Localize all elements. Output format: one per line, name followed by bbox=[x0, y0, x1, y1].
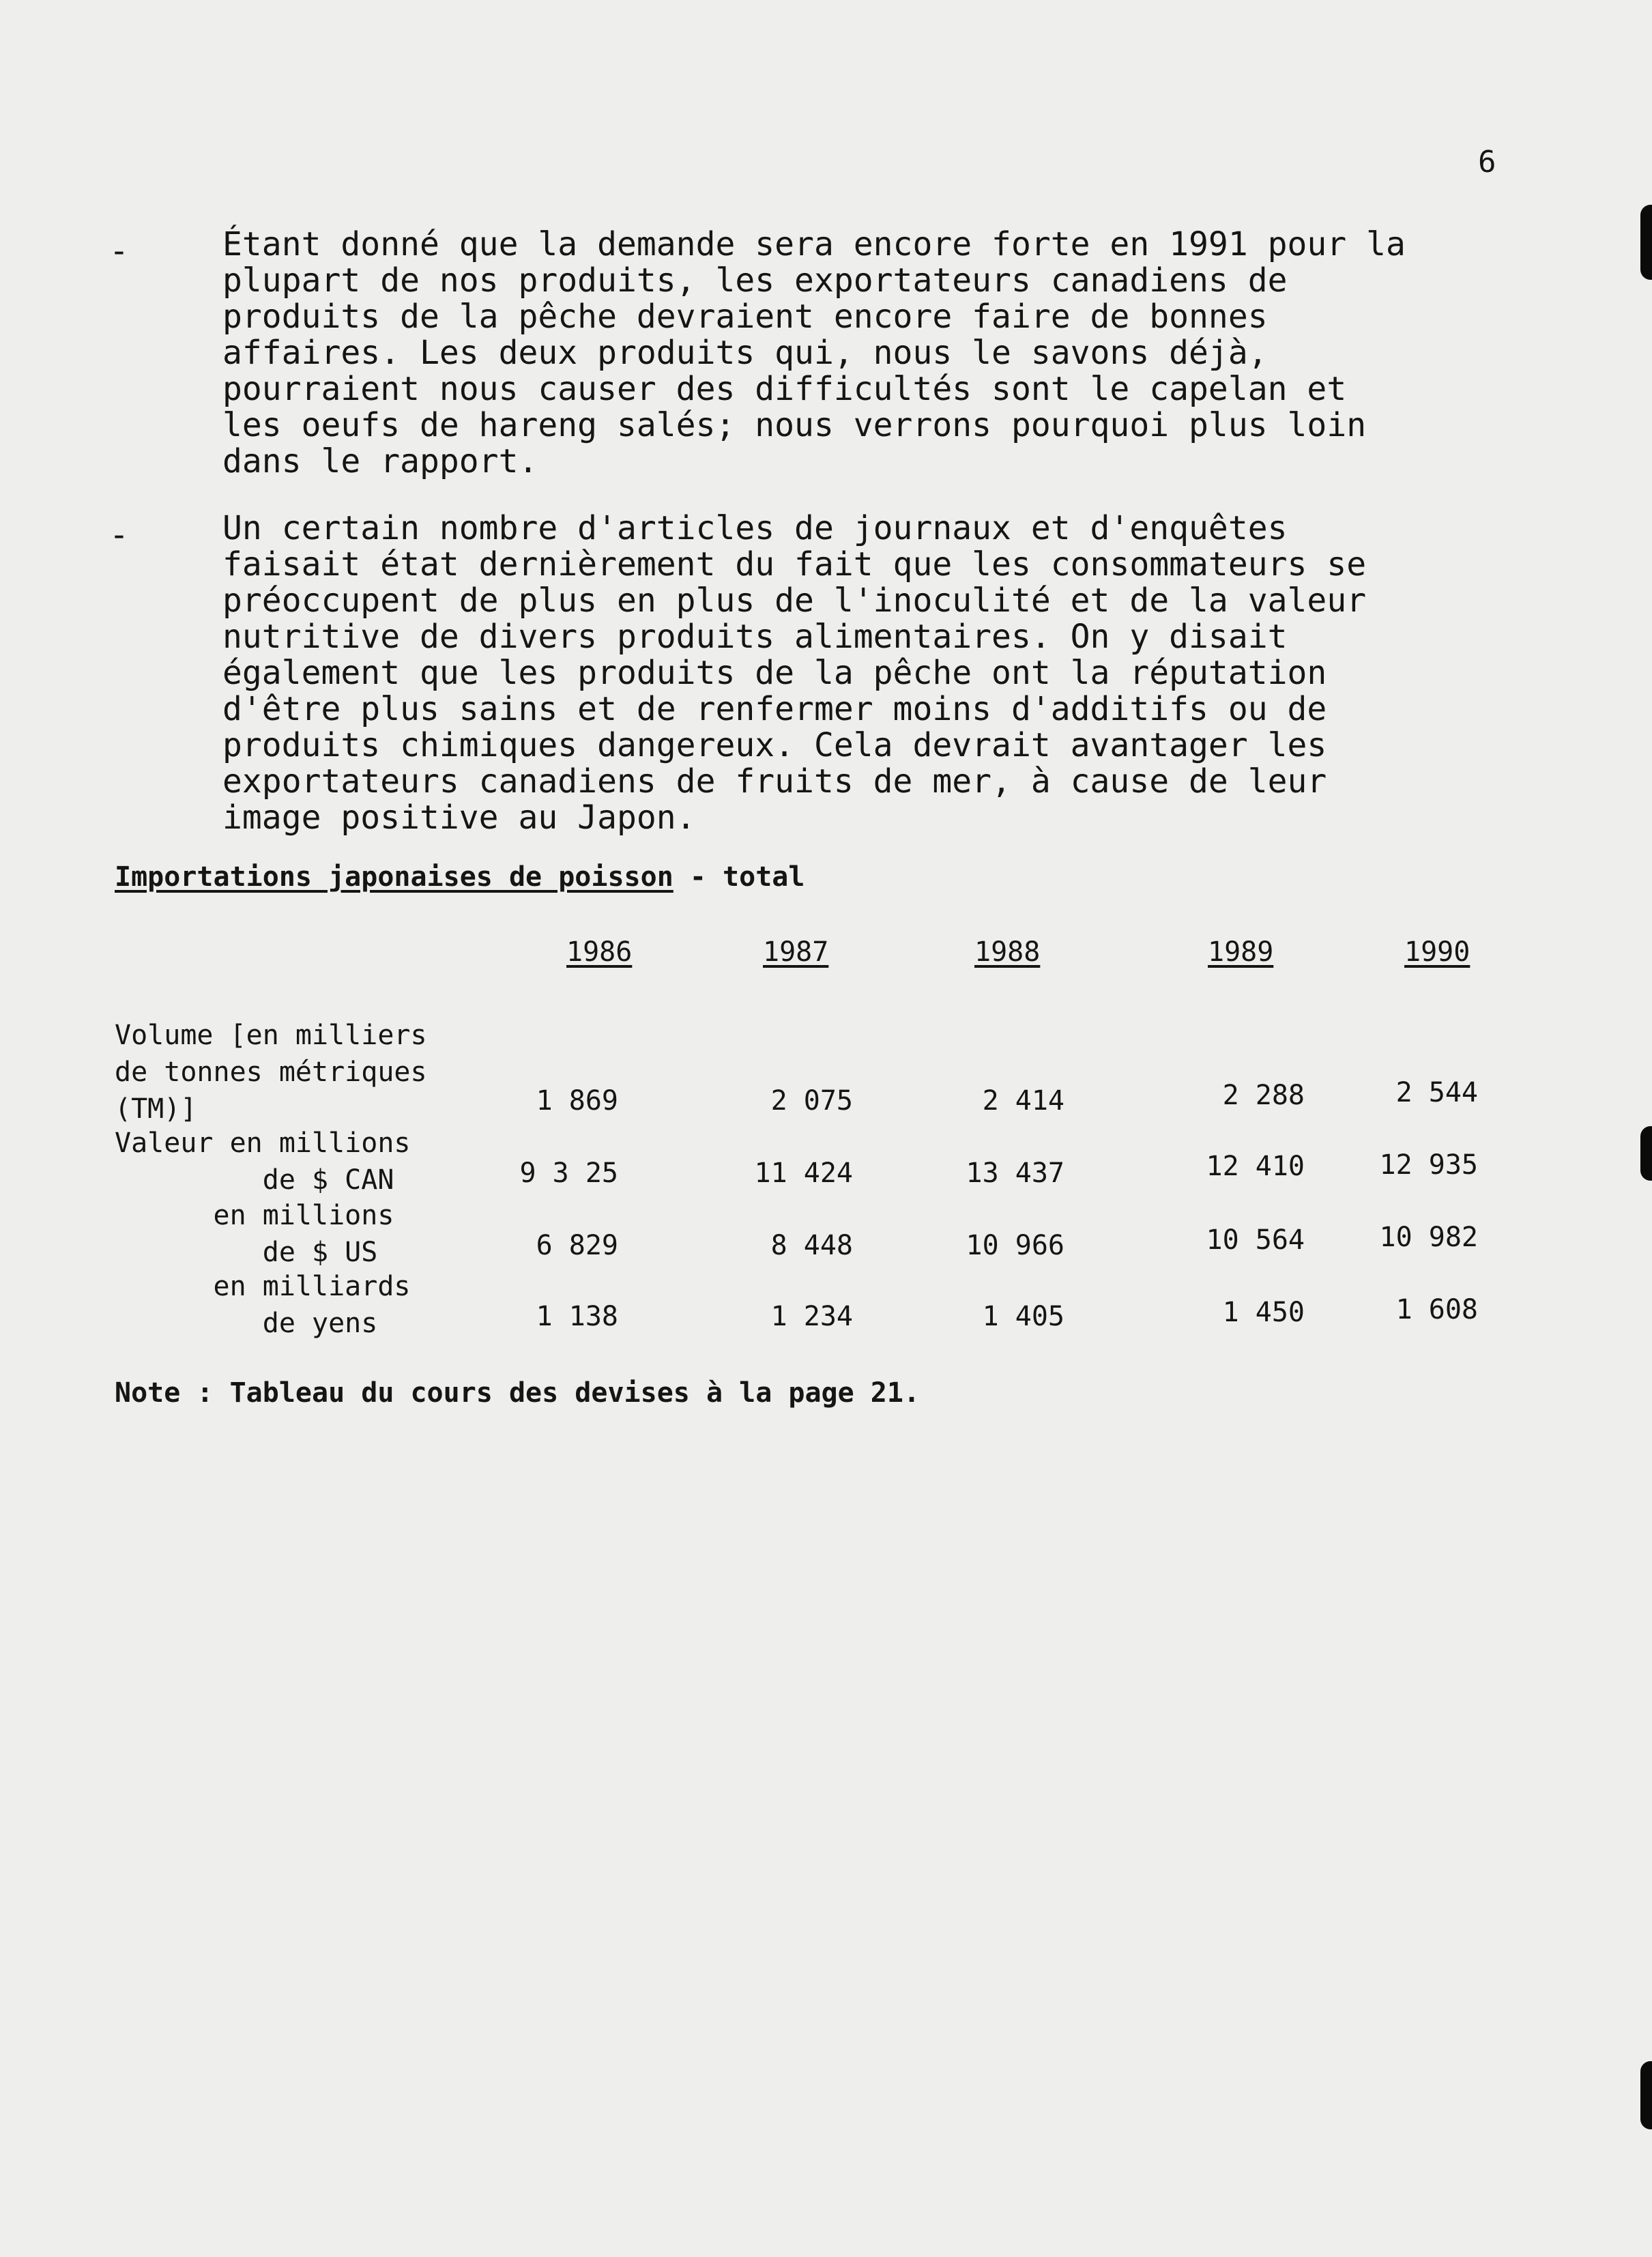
table-cell: 10 564 bbox=[1206, 1224, 1305, 1256]
table-cell: 2 414 bbox=[982, 1085, 1064, 1117]
table-cell: 10 982 bbox=[1379, 1222, 1478, 1253]
row-label: en milliards de yens bbox=[213, 1271, 411, 1339]
table-cell: 10 966 bbox=[966, 1230, 1064, 1261]
table-cell: 1 234 bbox=[770, 1301, 853, 1332]
bullet-dash: - bbox=[109, 232, 129, 270]
table-cell: 1 405 bbox=[982, 1301, 1064, 1332]
bullet-text: Étant donné que la demande sera encore forte en 1991 pour la plupart de nos produits, les exportateurs canadiens de produits de la pêche devraient encore faire de bonnes affaires. Les deux produits qui, nous le savons déjà, pourraient nous causer des difficultés sont le capelan et les oeufs de hareng salés; nous verrons pourquoi plus loin dans le rapport. bbox=[222, 225, 1406, 480]
table-cell: 11 424 bbox=[754, 1158, 853, 1189]
page-number: 6 bbox=[1478, 145, 1496, 179]
table-cell: 9 3 25 bbox=[519, 1158, 618, 1189]
column-header-year: 1986 bbox=[566, 936, 633, 968]
table-cell: 1 450 bbox=[1222, 1297, 1305, 1328]
column-header-year: 1987 bbox=[763, 936, 829, 968]
bullet-dash: - bbox=[109, 516, 129, 554]
table-cell: 13 437 bbox=[966, 1158, 1064, 1189]
table-cell: 1 138 bbox=[536, 1301, 618, 1332]
table-cell: 1 608 bbox=[1395, 1294, 1478, 1325]
binder-hole bbox=[1640, 205, 1652, 280]
row-label: Volume [en milliers de tonnes métriques (TM)] bbox=[115, 1020, 427, 1125]
table-note: Note : Tableau du cours des devises à la page 21. bbox=[115, 1377, 921, 1409]
column-header-year: 1988 bbox=[974, 936, 1041, 968]
table-cell: 12 410 bbox=[1206, 1151, 1305, 1182]
table-cell: 12 935 bbox=[1379, 1149, 1478, 1181]
bullet-text: Un certain nombre d'articles de journaux et d'enquêtes faisait état dernièrement du fait que les consommateurs se préoccupent de plus en plus de l'inoculité et de la valeur nutritive de divers produits alimentaires. On y disait également que les produits de la pêche ont la réputation d'être plus sains et de renfermer moins d'additifs ou de produits chimiques dangereux. Cela devrait avantager les exportateurs canadiens de fruits de mer, à cause de leur image positive au Japon. bbox=[222, 509, 1367, 837]
binder-hole bbox=[1640, 1126, 1652, 1181]
binder-hole bbox=[1640, 2061, 1652, 2129]
table-cell: 8 448 bbox=[770, 1230, 853, 1261]
table-cell: 2 288 bbox=[1222, 1080, 1305, 1111]
table-cell: 6 829 bbox=[536, 1230, 618, 1261]
column-header-year: 1989 bbox=[1208, 936, 1274, 968]
column-header-year: 1990 bbox=[1404, 936, 1470, 968]
table-title-suffix: - total bbox=[673, 861, 805, 893]
row-label: Valeur en millions de $ CAN bbox=[115, 1127, 411, 1196]
table-title bbox=[115, 861, 805, 893]
table-cell: 2 544 bbox=[1395, 1077, 1478, 1108]
row-label: en millions de $ US bbox=[213, 1200, 394, 1268]
table-cell: 1 869 bbox=[536, 1085, 618, 1117]
table-cell: 2 075 bbox=[770, 1085, 853, 1117]
table-title-main: Importations japonaises de poisson bbox=[115, 861, 673, 893]
